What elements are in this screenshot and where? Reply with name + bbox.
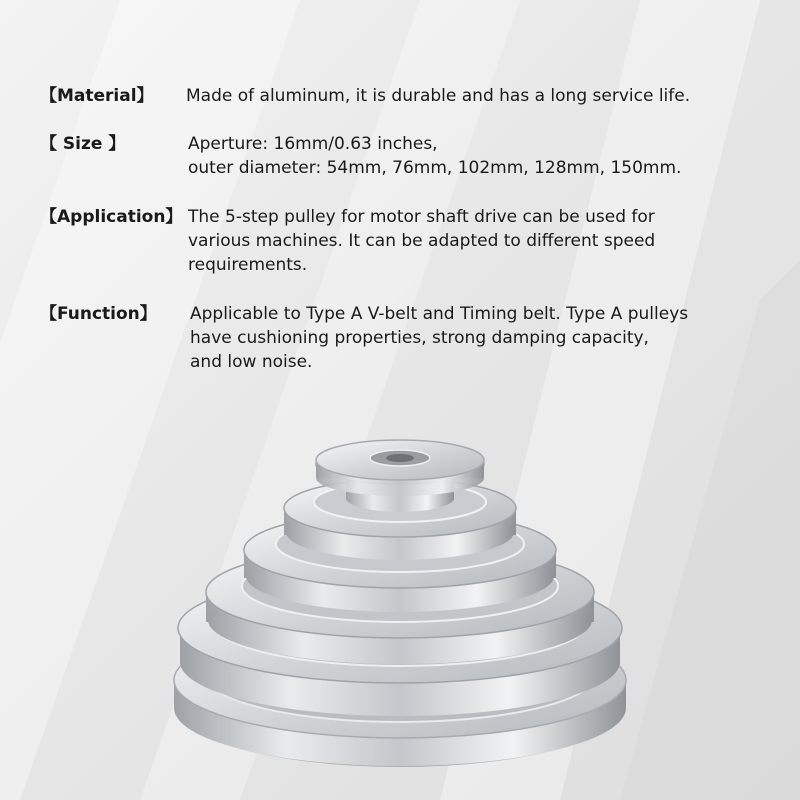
spec-line: The 5-step pulley for motor shaft drive can be used for xyxy=(188,207,655,227)
spec-label-size: 【 Size 】 xyxy=(40,134,126,154)
spec-line: have cushioning properties, strong damping capacity, xyxy=(190,328,649,348)
spec-line: Applicable to Type A V-belt and Timing belt. Type A pulleys xyxy=(190,304,689,324)
spec-line: various machines. It can be adapted to different speed xyxy=(188,231,656,251)
spec-line: outer diameter: 54mm, 76mm, 102mm, 128mm, 150mm. xyxy=(188,158,682,178)
spec-line: requirements. xyxy=(188,255,308,275)
spec-text-material xyxy=(186,84,690,108)
stepped-pulley-icon xyxy=(0,420,800,800)
spec-text-function xyxy=(190,302,688,374)
spec-text-application xyxy=(188,205,655,277)
spec-line: Made of aluminum, it is durable and has a long service life. xyxy=(186,86,691,106)
spec-line: Aperture: 16mm/0.63 inches, xyxy=(188,134,438,154)
spec-label-application: 【Application】 xyxy=(40,207,183,227)
spec-line: and low noise. xyxy=(190,352,313,372)
spec-text-size xyxy=(188,132,681,180)
spec-label-material: 【Material】 xyxy=(40,86,154,106)
spec-label-function: 【Function】 xyxy=(40,304,157,324)
